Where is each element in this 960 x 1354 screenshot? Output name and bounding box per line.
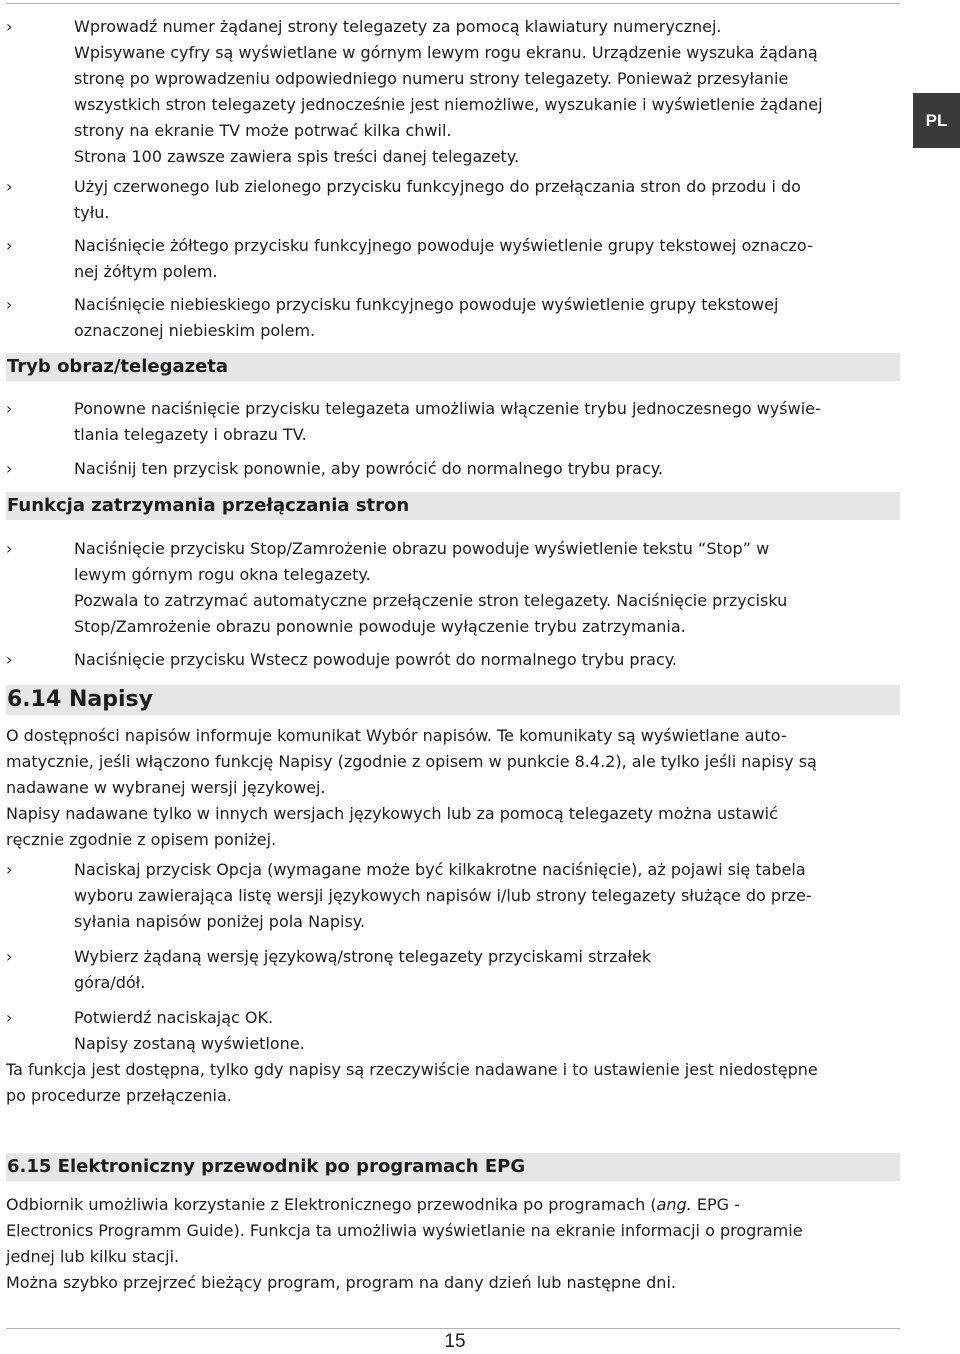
list-item [6, 857, 900, 935]
list-item-line: lewym górnym rogu okna telegazety. [74, 565, 371, 584]
list-item-line: Naciśnięcie przycisku Wstecz powoduje powrót do normalnego trybu pracy. [74, 650, 678, 669]
list-item [6, 174, 900, 226]
list-item [6, 536, 900, 640]
list-item-line: Naciśnięcie przycisku Stop/Zamrożenie obrazu powoduje wyświetlenie tekstu “Stop” w [74, 539, 770, 558]
list-item-line: Stop/Zamrożenie obrazu ponownie powoduje wyłączenie trybu zatrzymania. [74, 617, 686, 636]
paragraph-line: po procedurze przełączenia. [6, 1086, 232, 1105]
paragraph-line: O dostępności napisów informuje komunikat Wybór napisów. Te komunikaty są wyświetlane auto- [6, 726, 787, 745]
list-item-line: tlania telegazety i obrazu TV. [74, 425, 307, 444]
bullet-marker: › [6, 1008, 13, 1027]
bullet-marker: › [6, 650, 13, 669]
list-item-line: Naciskaj przycisk Opcja (wymagane może być kilkakrotne naciśnięcie), aż pojawi się tabela [74, 860, 806, 879]
bullet-marker: › [6, 177, 13, 196]
paragraph-line: Napisy nadawane tylko w innych wersjach językowych lub za pomocą telegazety można ustawić [6, 804, 778, 823]
list-item-line: Wpisywane cyfry są wyświetlane w górnym lewym rogu ekranu. Urządzenie wyszuka żądaną [74, 43, 818, 62]
list-item-line: syłania napisów poniżej pola Napisy. [74, 912, 366, 931]
bullet-marker: › [6, 459, 13, 478]
text-run: Odbiornik umożliwia korzystanie z Elektronicznego przewodnika po programach ( [6, 1195, 657, 1214]
bullet-marker: › [6, 947, 13, 966]
list-item [6, 456, 900, 482]
list-item [6, 292, 900, 344]
paragraph [6, 1057, 900, 1109]
list-item-line: Strona 100 zawsze zawiera spis treści danej telegazety. [74, 147, 520, 166]
list-item-line: Pozwala to zatrzymać automatyczne przełączenie stron telegazety. Naciśnięcie przycisku [74, 591, 788, 610]
list-item-line: Użyj czerwonego lub zielonego przycisku funkcyjnego do przełączania stron do przodu i do [74, 177, 801, 196]
list-item-line: Napisy zostaną wyświetlone. [74, 1034, 305, 1053]
paragraph [6, 723, 900, 853]
list-item [6, 14, 900, 170]
page-number: 15 [444, 1331, 466, 1352]
paragraph-line: ręcznie zgodnie z opisem poniżej. [6, 830, 277, 849]
section-heading: Funkcja zatrzymania przełączania stron [6, 492, 900, 520]
list-item-line: góra/dół. [74, 973, 146, 992]
list-item-line: stronę po wprowadzeniu odpowiedniego numeru strony telegazety. Ponieważ przesyłanie [74, 69, 789, 88]
list-item-line: Wprowadź numer żądanej strony telegazety za pomocą klawiatury numerycznej. [74, 17, 722, 36]
list-item-line: Naciśnij ten przycisk ponownie, aby powrócić do normalnego trybu pracy. [74, 459, 664, 478]
paragraph-line: nadawane w wybranej wersji językowej. [6, 778, 326, 797]
section-heading: 6.14 Napisy [6, 685, 900, 715]
language-tab: PL [913, 93, 960, 148]
bullet-marker: › [6, 860, 13, 879]
list-item-line: Wybierz żądaną wersję językową/stronę telegazety przyciskami strzałek [74, 947, 652, 966]
list-item-line: wyboru zawierająca listę wersji językowych napisów i/lub strony telegazety służące do prze- [74, 886, 812, 905]
list-item-line: oznaczonej niebieskim polem. [74, 321, 316, 340]
list-item-line: Potwierdź naciskając OK. [74, 1008, 274, 1027]
list-item-line: wszystkich stron telegazety jednocześnie jest niemożliwe, wyszukanie i wyświetlenie żądanej [74, 95, 823, 114]
bullet-marker: › [6, 295, 13, 314]
paragraph-line: Można szybko przejrzeć bieżący program, program na dany dzień lub następne dni. [6, 1273, 676, 1292]
page-content [6, 14, 900, 1296]
list-item [6, 1005, 900, 1057]
bullet-marker: › [6, 17, 13, 36]
list-item [6, 233, 900, 285]
list-item [6, 396, 900, 448]
paragraph-line: matycznie, jeśli włączono funkcję Napisy (zgodnie z opisem w punkcie 8.4.2), ale tylko jeśli napisy są [6, 752, 817, 771]
paragraph-line: Electronics Programm Guide). Funkcja ta umożliwia wyświetlanie na ekranie informacji o programie [6, 1221, 803, 1240]
list-item-line: Ponowne naciśnięcie przycisku telegazeta umożliwia włączenie trybu jednoczesnego wyświe- [74, 399, 821, 418]
section-heading: 6.15 Elektroniczny przewodnik po programach EPG [6, 1153, 900, 1181]
bullet-marker: › [6, 236, 13, 255]
list-item-line: Naciśnięcie niebieskiego przycisku funkcyjnego powoduje wyświetlenie grupy tekstowej [74, 295, 779, 314]
list-item-line: strony na ekranie TV może potrwać kilka chwil. [74, 121, 452, 140]
bullet-marker: › [6, 399, 13, 418]
text-run: EPG - [691, 1195, 740, 1214]
paragraph-line [6, 1192, 900, 1218]
paragraph-line: Ta funkcja jest dostępna, tylko gdy napisy są rzeczywiście nadawane i to ustawienie jest niedostępne [6, 1060, 818, 1079]
top-rule [6, 3, 900, 4]
list-item-line: tyłu. [74, 203, 110, 222]
list-item-line: nej żółtym polem. [74, 262, 218, 281]
bullet-marker: › [6, 539, 13, 558]
section-heading: Tryb obraz/telegazeta [6, 353, 900, 381]
paragraph-line: jednej lub kilku stacji. [6, 1247, 180, 1266]
paragraph [6, 1192, 900, 1296]
list-item [6, 944, 900, 996]
intro-list [6, 14, 900, 344]
list-item [6, 647, 900, 673]
bottom-rule [6, 1328, 900, 1329]
list-item-line: Naciśnięcie żółtego przycisku funkcyjnego powoduje wyświetlenie grupy tekstowej oznaczo- [74, 236, 813, 255]
italic-term: ang. [656, 1195, 692, 1214]
